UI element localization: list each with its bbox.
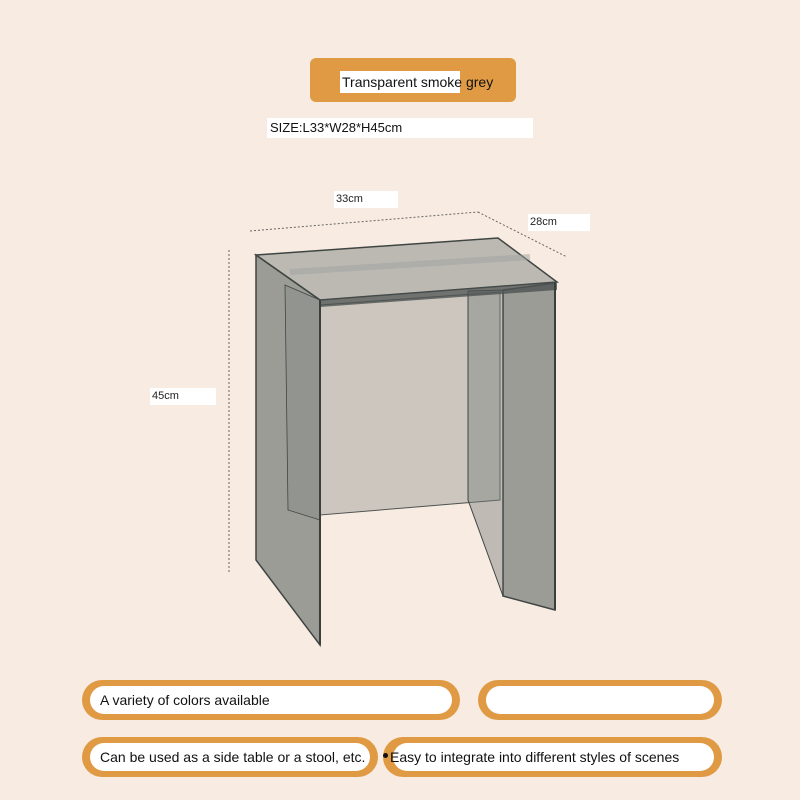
- feature-pill-blank: [478, 680, 722, 720]
- depth-label: 28cm: [528, 214, 590, 231]
- width-dimension-line: [250, 212, 478, 231]
- right-panel-edge: [468, 290, 503, 596]
- feature-text: Can be used as a side table or a stool, etc.: [100, 749, 366, 765]
- width-label: 33cm: [334, 191, 398, 208]
- left-panel-inner: [285, 285, 320, 520]
- bullet-icon: [383, 753, 388, 758]
- size-spec: SIZE:L33*W28*H45cm: [267, 118, 533, 138]
- product-color-title: Transparent smoke grey: [340, 71, 460, 93]
- right-side-panel: [503, 283, 555, 610]
- feature-pill-usage: [82, 737, 378, 777]
- feature-pill-styles: [383, 737, 722, 777]
- feature-text: A variety of colors available: [100, 692, 270, 708]
- height-label: 45cm: [150, 388, 216, 405]
- feature-text: Easy to integrate into different styles of scenes: [390, 749, 680, 765]
- feature-pill-colors: [82, 680, 460, 720]
